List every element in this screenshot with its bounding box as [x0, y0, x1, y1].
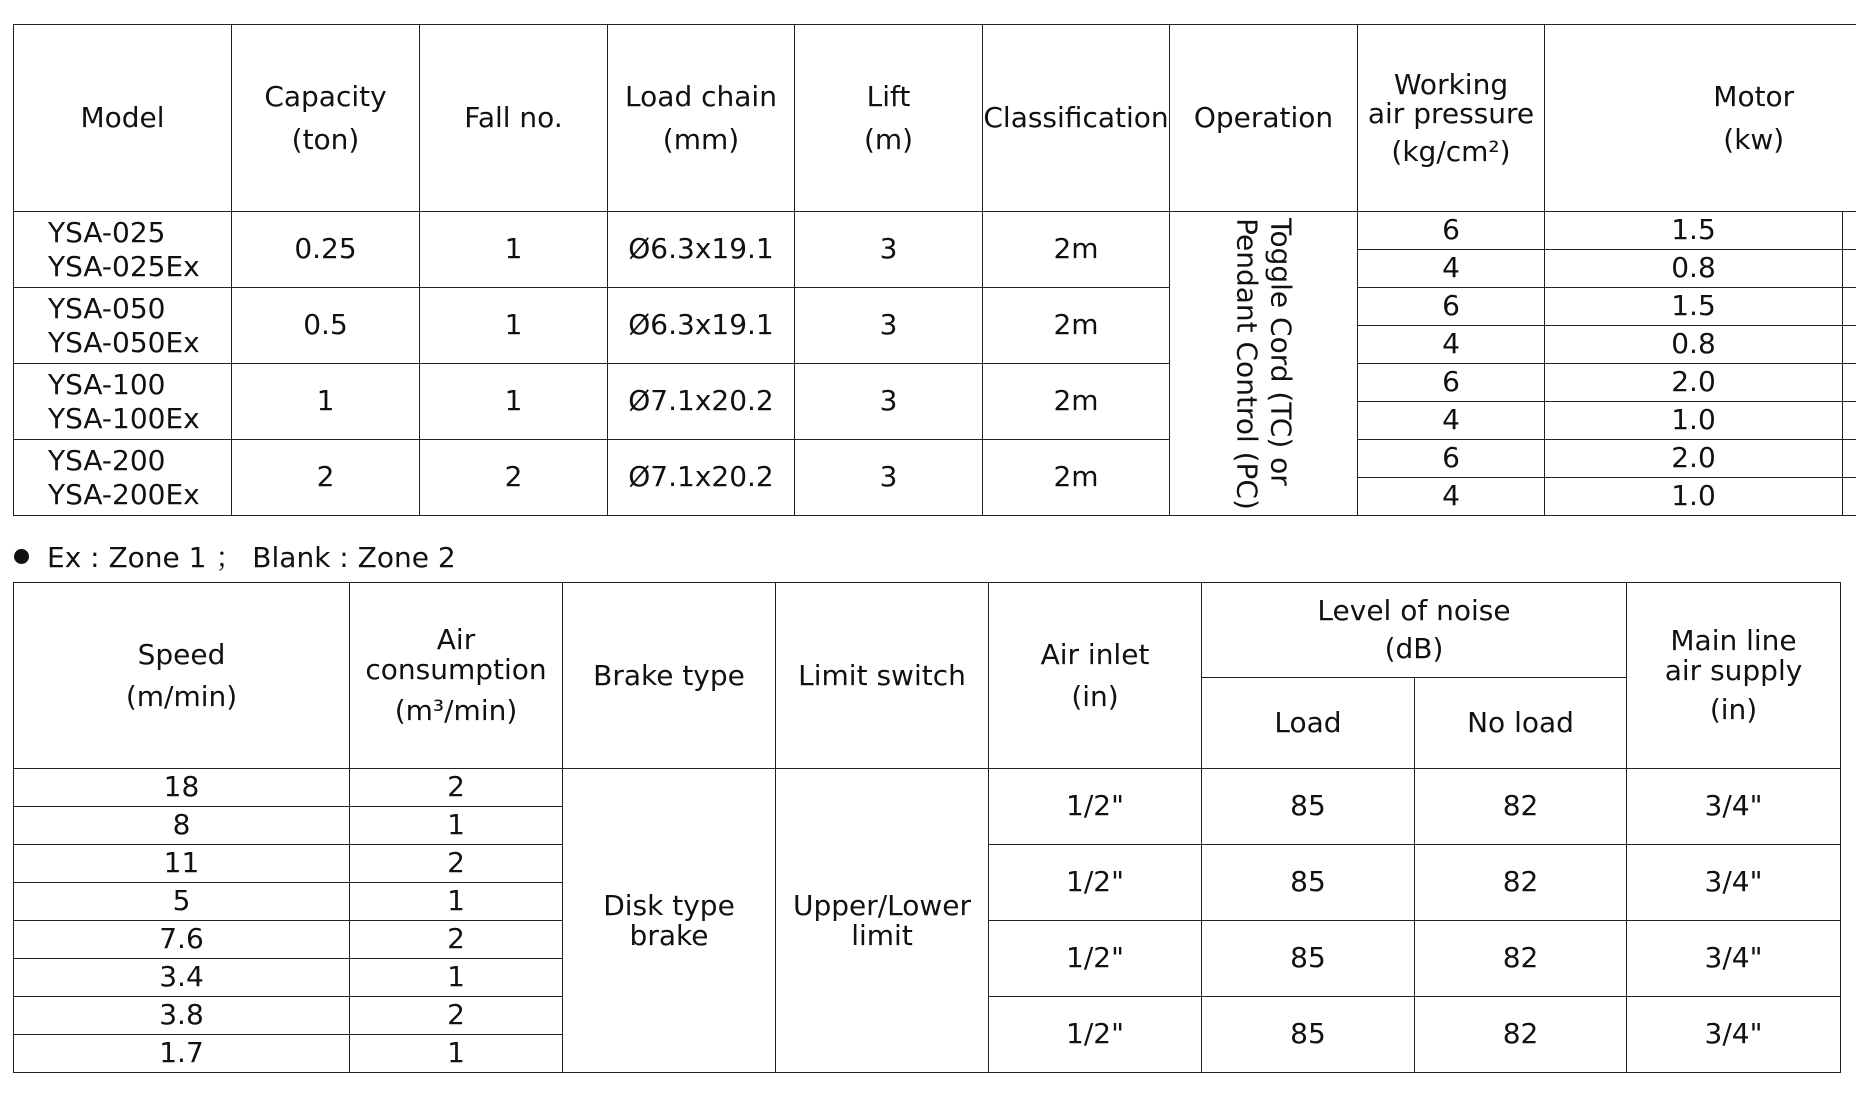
speed-cell: 1.7: [14, 1035, 350, 1073]
classification-cell: 2m: [983, 212, 1170, 288]
header-fall-no: Fall no.: [420, 25, 608, 212]
limit-switch-cell: Upper/Lower limit: [776, 769, 989, 1073]
edge-cell: [1843, 440, 1856, 478]
noise-load-cell: 85: [1202, 921, 1415, 997]
classification-cell: 2m: [983, 288, 1170, 364]
classification-cell: 2m: [983, 364, 1170, 440]
classification-cell: 2m: [983, 440, 1170, 516]
lift-cell: 3: [795, 364, 983, 440]
speed-cell: 5: [14, 883, 350, 921]
speed-cell: 3.4: [14, 959, 350, 997]
model-cell: YSA-100 YSA-100Ex: [14, 364, 232, 440]
header-model: Model: [14, 25, 232, 212]
pressure-cell: 6: [1358, 440, 1545, 478]
edge-cell: [1843, 326, 1856, 364]
header-working-air-pressure: Working air pressure (kg/cm²): [1358, 25, 1545, 212]
pressure-cell: 4: [1358, 326, 1545, 364]
air-consumption-cell: 1: [350, 1035, 563, 1073]
pressure-cell: 4: [1358, 402, 1545, 440]
air-inlet-cell: 1/2": [989, 769, 1202, 845]
air-inlet-cell: 1/2": [989, 845, 1202, 921]
operation-text: Toggle Cord (TC) or Pendant Control (PC): [1230, 217, 1298, 510]
header-speed: Speed (m/min): [14, 583, 350, 769]
header-load-chain: Load chain (mm): [608, 25, 795, 212]
header-classification: Classification: [983, 25, 1170, 212]
table-row: [14, 769, 1841, 807]
edge-cell: [1843, 402, 1856, 440]
motor-cell: 1.0: [1545, 402, 1843, 440]
air-consumption-cell: 2: [350, 997, 563, 1035]
header-noise-no-load: No load: [1415, 678, 1627, 769]
motor-cell: 0.8: [1545, 326, 1843, 364]
table-row: [14, 364, 1856, 402]
edge-cell: [1843, 478, 1856, 516]
header-air-consumption: Air consumption (m³/min): [350, 583, 563, 769]
air-consumption-cell: 1: [350, 883, 563, 921]
header-limit-switch: Limit switch: [776, 583, 989, 769]
noise-no-load-cell: 82: [1415, 921, 1627, 997]
air-consumption-cell: 1: [350, 807, 563, 845]
load-chain-cell: Ø6.3x19.1: [608, 288, 795, 364]
pressure-cell: 6: [1358, 288, 1545, 326]
header-level-of-noise: Level of noise (dB): [1202, 583, 1627, 678]
noise-no-load-cell: 82: [1415, 997, 1627, 1073]
fall-no-cell: 1: [420, 288, 608, 364]
air-inlet-cell: 1/2": [989, 997, 1202, 1073]
fall-no-cell: 1: [420, 364, 608, 440]
header-air-inlet: Air inlet (in): [989, 583, 1202, 769]
air-consumption-cell: 2: [350, 845, 563, 883]
capacity-cell: 0.5: [232, 288, 420, 364]
load-chain-cell: Ø6.3x19.1: [608, 212, 795, 288]
capacity-cell: 1: [232, 364, 420, 440]
specifications-table-1: [13, 24, 1856, 516]
noise-load-cell: 85: [1202, 769, 1415, 845]
main-line-cell: 3/4": [1627, 769, 1841, 845]
header-main-line-air-supply: Main line air supply (in): [1627, 583, 1841, 769]
table2-header-row: [14, 583, 1841, 678]
pressure-cell: 6: [1358, 364, 1545, 402]
motor-cell: 1.5: [1545, 212, 1843, 250]
motor-cell: 0.8: [1545, 250, 1843, 288]
fall-no-cell: 1: [420, 212, 608, 288]
noise-load-cell: 85: [1202, 997, 1415, 1073]
specifications-table-2: [13, 582, 1841, 1073]
brake-type-cell: Disk type brake: [563, 769, 776, 1073]
speed-cell: 8: [14, 807, 350, 845]
air-consumption-cell: 2: [350, 921, 563, 959]
pressure-cell: 4: [1358, 250, 1545, 288]
header-edge: [1843, 25, 1856, 212]
speed-cell: 18: [14, 769, 350, 807]
header-lift: Lift (m): [795, 25, 983, 212]
lift-cell: 3: [795, 440, 983, 516]
bullet-icon: [14, 549, 29, 564]
edge-cell: [1843, 250, 1856, 288]
main-line-cell: 3/4": [1627, 921, 1841, 997]
table-row: [14, 440, 1856, 478]
air-consumption-cell: 1: [350, 959, 563, 997]
model-cell: YSA-200 YSA-200Ex: [14, 440, 232, 516]
pressure-cell: 6: [1358, 212, 1545, 250]
main-line-cell: 3/4": [1627, 997, 1841, 1073]
motor-cell: 2.0: [1545, 364, 1843, 402]
main-line-cell: 3/4": [1627, 845, 1841, 921]
model-cell: YSA-050 YSA-050Ex: [14, 288, 232, 364]
zone-note-text: Ex : Zone 1 ； Blank : Zone 2: [47, 541, 456, 574]
table1-header-row: [14, 25, 1856, 212]
air-consumption-cell: 2: [350, 769, 563, 807]
lift-cell: 3: [795, 212, 983, 288]
load-chain-cell: Ø7.1x20.2: [608, 364, 795, 440]
header-motor: Motor (kw): [1545, 25, 1843, 212]
edge-cell: [1843, 364, 1856, 402]
noise-no-load-cell: 82: [1415, 845, 1627, 921]
noise-no-load-cell: 82: [1415, 769, 1627, 845]
header-noise-load: Load: [1202, 678, 1415, 769]
header-capacity: Capacity (ton): [232, 25, 420, 212]
motor-cell: 2.0: [1545, 440, 1843, 478]
speed-cell: 3.8: [14, 997, 350, 1035]
fall-no-cell: 2: [420, 440, 608, 516]
zone-note: [14, 536, 456, 576]
operation-cell: [1170, 212, 1358, 516]
edge-cell: [1843, 288, 1856, 326]
header-operation: Operation: [1170, 25, 1358, 212]
air-inlet-cell: 1/2": [989, 921, 1202, 997]
table-row: [14, 288, 1856, 326]
motor-cell: 1.0: [1545, 478, 1843, 516]
table-row: [14, 212, 1856, 250]
speed-cell: 7.6: [14, 921, 350, 959]
capacity-cell: 0.25: [232, 212, 420, 288]
model-cell: YSA-025 YSA-025Ex: [14, 212, 232, 288]
pressure-cell: 4: [1358, 478, 1545, 516]
edge-cell: [1843, 212, 1856, 250]
capacity-cell: 2: [232, 440, 420, 516]
header-brake-type: Brake type: [563, 583, 776, 769]
motor-cell: 1.5: [1545, 288, 1843, 326]
noise-load-cell: 85: [1202, 845, 1415, 921]
load-chain-cell: Ø7.1x20.2: [608, 440, 795, 516]
lift-cell: 3: [795, 288, 983, 364]
speed-cell: 11: [14, 845, 350, 883]
